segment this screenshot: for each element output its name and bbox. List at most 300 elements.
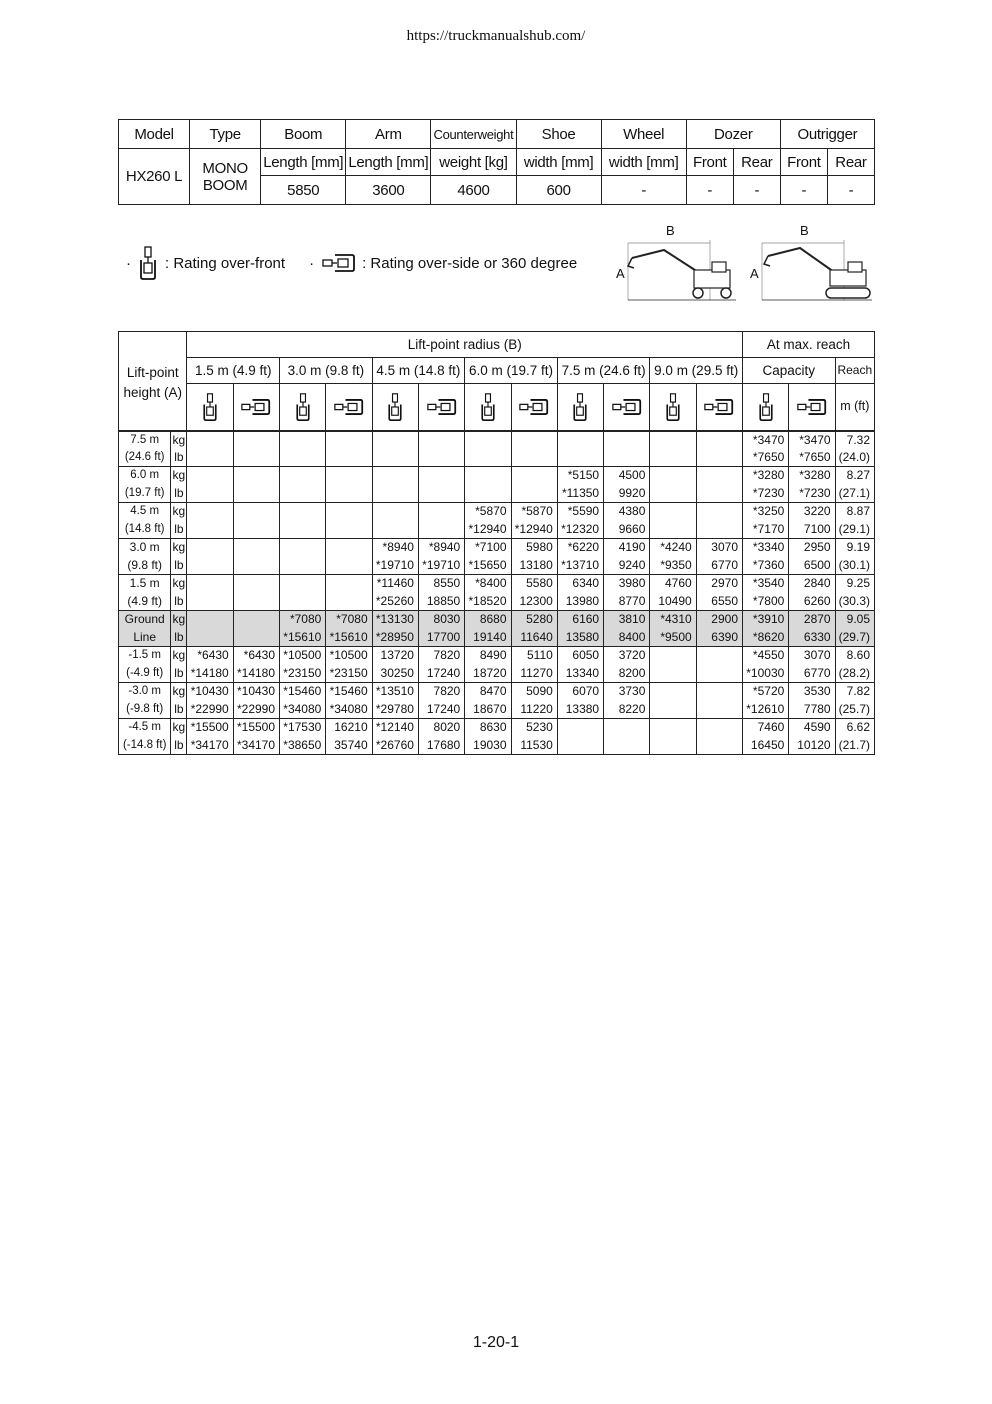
capacity-cell bbox=[280, 521, 326, 539]
reach-cell: (21.7) bbox=[835, 737, 874, 755]
capacity-cell: *6220 bbox=[557, 539, 603, 557]
capacity-cell: *34170 bbox=[187, 737, 233, 755]
unit-cell: kg bbox=[171, 575, 187, 593]
reach-cell: 9.05 bbox=[835, 611, 874, 629]
max-reach-capacity-cell: 6770 bbox=[789, 665, 835, 683]
unit-cell: kg bbox=[171, 647, 187, 665]
capacity-cell bbox=[280, 485, 326, 503]
capacity-cell: 13340 bbox=[557, 665, 603, 683]
capacity-cell bbox=[233, 485, 279, 503]
table-row bbox=[119, 521, 875, 539]
capacity-cell bbox=[650, 431, 696, 449]
capacity-cell bbox=[187, 431, 233, 449]
capacity-cell bbox=[696, 467, 742, 485]
table-row bbox=[119, 593, 875, 611]
lift-height-cell: 6.0 m bbox=[119, 467, 171, 485]
capacity-cell: 5980 bbox=[511, 539, 557, 557]
spec-header-counterweight: Counterweight bbox=[431, 120, 516, 149]
capacity-cell bbox=[557, 737, 603, 755]
capacity-cell bbox=[187, 611, 233, 629]
spec-unit: Front bbox=[780, 149, 827, 176]
lift-height-cell: 4.5 m bbox=[119, 503, 171, 521]
reach-cell: 7.82 bbox=[835, 683, 874, 701]
capacity-cell bbox=[465, 467, 511, 485]
reach-cell: (29.7) bbox=[835, 629, 874, 647]
capacity-cell bbox=[326, 431, 372, 449]
capacity-cell: 9660 bbox=[604, 521, 650, 539]
capacity-cell: *22990 bbox=[187, 701, 233, 719]
unit-cell: lb bbox=[171, 629, 187, 647]
spec-value: - bbox=[733, 176, 780, 205]
lift-height-label-2: height (A) bbox=[123, 384, 182, 400]
capacity-cell: 6770 bbox=[696, 557, 742, 575]
capacity-cell: 35740 bbox=[326, 737, 372, 755]
capacity-cell: 19030 bbox=[465, 737, 511, 755]
capacity-cell bbox=[418, 467, 464, 485]
capacity-cell bbox=[418, 485, 464, 503]
capacity-cell: 11220 bbox=[511, 701, 557, 719]
capacity-cell bbox=[233, 467, 279, 485]
capacity-cell: 4760 bbox=[650, 575, 696, 593]
lift-height-label-1: Lift-point bbox=[126, 364, 179, 380]
capacity-cell: 8400 bbox=[604, 629, 650, 647]
label-a: A bbox=[616, 266, 625, 281]
max-reach-capacity-cell: *7650 bbox=[789, 449, 835, 467]
capacity-cell bbox=[604, 737, 650, 755]
capacity-cell: 17240 bbox=[418, 665, 464, 683]
unit-cell: kg bbox=[171, 611, 187, 629]
spec-header-type: Type bbox=[190, 120, 261, 149]
capacity-cell: 8200 bbox=[604, 665, 650, 683]
capacity-cell: 4380 bbox=[604, 503, 650, 521]
max-reach-capacity-cell: 2950 bbox=[789, 539, 835, 557]
max-reach-capacity-cell: *3250 bbox=[743, 503, 789, 521]
lift-height-cell: (-4.9 ft) bbox=[119, 665, 171, 683]
capacity-cell: *34080 bbox=[280, 701, 326, 719]
capacity-cell bbox=[233, 593, 279, 611]
capacity-cell bbox=[326, 593, 372, 611]
spec-header-boom: Boom bbox=[261, 120, 346, 149]
capacity-cell: 8470 bbox=[465, 683, 511, 701]
over-side-icon bbox=[418, 384, 464, 431]
capacity-cell bbox=[465, 449, 511, 467]
capacity-cell: 7820 bbox=[418, 683, 464, 701]
capacity-cell bbox=[187, 557, 233, 575]
capacity-cell bbox=[187, 449, 233, 467]
lift-height-cell: 1.5 m bbox=[119, 575, 171, 593]
capacity-cell bbox=[233, 503, 279, 521]
capacity-cell bbox=[187, 539, 233, 557]
over-side-icon bbox=[326, 384, 372, 431]
max-reach-capacity-cell: 6260 bbox=[789, 593, 835, 611]
capacity-cell: 2970 bbox=[696, 575, 742, 593]
capacity-cell bbox=[233, 557, 279, 575]
lift-height-header bbox=[119, 358, 187, 431]
table-row bbox=[119, 449, 875, 467]
capacity-cell bbox=[372, 467, 418, 485]
capacity-cell bbox=[696, 449, 742, 467]
table-row bbox=[119, 629, 875, 647]
capacity-cell: *14180 bbox=[187, 665, 233, 683]
max-reach-capacity-cell: 4590 bbox=[789, 719, 835, 737]
max-reach-capacity-cell: *7170 bbox=[743, 521, 789, 539]
capacity-cell: *11350 bbox=[557, 485, 603, 503]
capacity-header: Capacity bbox=[743, 358, 836, 384]
lift-height-cell: Ground bbox=[119, 611, 171, 629]
radius-header: 9.0 m (29.5 ft) bbox=[650, 358, 743, 384]
max-reach-capacity-cell: *3910 bbox=[743, 611, 789, 629]
capacity-cell: 11640 bbox=[511, 629, 557, 647]
capacity-cell: 5230 bbox=[511, 719, 557, 737]
capacity-cell: 9920 bbox=[604, 485, 650, 503]
capacity-cell bbox=[696, 431, 742, 449]
capacity-cell: 5580 bbox=[511, 575, 557, 593]
unit-cell: lb bbox=[171, 485, 187, 503]
table-row bbox=[119, 539, 875, 557]
capacity-cell: *13510 bbox=[372, 683, 418, 701]
spec-value: - bbox=[601, 176, 686, 205]
lift-height-cell: (-14.8 ft) bbox=[119, 737, 171, 755]
over-side-icon bbox=[511, 384, 557, 431]
capacity-cell bbox=[418, 521, 464, 539]
capacity-cell: 3810 bbox=[604, 611, 650, 629]
table-row bbox=[119, 431, 875, 449]
capacity-cell bbox=[557, 449, 603, 467]
max-reach-capacity-cell: *3280 bbox=[743, 467, 789, 485]
reach-header: Reach bbox=[835, 358, 874, 384]
max-reach-capacity-cell: 2840 bbox=[789, 575, 835, 593]
capacity-cell: 8770 bbox=[604, 593, 650, 611]
over-front-icon bbox=[650, 384, 696, 431]
capacity-cell: 2900 bbox=[696, 611, 742, 629]
capacity-cell: *25260 bbox=[372, 593, 418, 611]
capacity-cell bbox=[280, 593, 326, 611]
unit-cell: lb bbox=[171, 737, 187, 755]
capacity-cell: *7100 bbox=[465, 539, 511, 557]
capacity-cell bbox=[233, 449, 279, 467]
spec-header-shoe: Shoe bbox=[516, 120, 601, 149]
capacity-cell: 19140 bbox=[465, 629, 511, 647]
max-reach-capacity-cell: *7360 bbox=[743, 557, 789, 575]
capacity-cell bbox=[372, 485, 418, 503]
capacity-cell: *5870 bbox=[511, 503, 557, 521]
capacity-cell: *19710 bbox=[372, 557, 418, 575]
capacity-cell bbox=[280, 467, 326, 485]
capacity-cell bbox=[511, 467, 557, 485]
lift-capacity-table bbox=[118, 331, 875, 755]
reach-cell: (30.3) bbox=[835, 593, 874, 611]
reach-cell: (28.2) bbox=[835, 665, 874, 683]
capacity-cell: *18520 bbox=[465, 593, 511, 611]
max-reach-capacity-cell: *7650 bbox=[743, 449, 789, 467]
unit-cell: kg bbox=[172, 432, 186, 447]
capacity-cell bbox=[650, 701, 696, 719]
wheel-excavator-diagram bbox=[614, 220, 744, 306]
capacity-cell: *10500 bbox=[280, 647, 326, 665]
capacity-cell bbox=[280, 503, 326, 521]
max-reach-capacity-cell: 3530 bbox=[789, 683, 835, 701]
reach-cell: 6.62 bbox=[835, 719, 874, 737]
capacity-cell: *15500 bbox=[187, 719, 233, 737]
spec-value: 4600 bbox=[431, 176, 516, 205]
over-front-icon bbox=[465, 384, 511, 431]
radius-header: 7.5 m (24.6 ft) bbox=[557, 358, 650, 384]
max-reach-capacity-cell: *5720 bbox=[743, 683, 789, 701]
capacity-cell: *10430 bbox=[233, 683, 279, 701]
capacity-cell: *7080 bbox=[280, 611, 326, 629]
capacity-cell: 17700 bbox=[418, 629, 464, 647]
spec-unit: Length [mm] bbox=[261, 149, 346, 176]
capacity-cell: 8550 bbox=[418, 575, 464, 593]
capacity-cell bbox=[187, 467, 233, 485]
capacity-cell: 13980 bbox=[557, 593, 603, 611]
capacity-cell bbox=[326, 467, 372, 485]
capacity-cell: 10490 bbox=[650, 593, 696, 611]
reach-cell: 8.27 bbox=[835, 467, 874, 485]
capacity-cell bbox=[650, 665, 696, 683]
capacity-cell: *17530 bbox=[280, 719, 326, 737]
max-reach-capacity-cell: 10120 bbox=[789, 737, 835, 755]
table-row bbox=[119, 503, 875, 521]
spec-value: - bbox=[780, 176, 827, 205]
radius-header: 1.5 m (4.9 ft) bbox=[187, 358, 280, 384]
table-row bbox=[119, 683, 875, 701]
over-side-icon bbox=[696, 384, 742, 431]
capacity-cell: *5870 bbox=[465, 503, 511, 521]
capacity-cell: 8490 bbox=[465, 647, 511, 665]
max-reach-capacity-cell: 16450 bbox=[743, 737, 789, 755]
reach-cell: 9.19 bbox=[835, 539, 874, 557]
spec-model: HX260 L bbox=[119, 149, 190, 205]
capacity-cell bbox=[650, 449, 696, 467]
unit-cell: lb bbox=[171, 521, 187, 539]
table-row bbox=[119, 665, 875, 683]
capacity-cell: *5150 bbox=[557, 467, 603, 485]
capacity-cell bbox=[696, 647, 742, 665]
capacity-cell: *13130 bbox=[372, 611, 418, 629]
capacity-cell bbox=[650, 467, 696, 485]
crawler-excavator-diagram bbox=[748, 220, 878, 306]
capacity-cell: 11530 bbox=[511, 737, 557, 755]
capacity-cell: 5280 bbox=[511, 611, 557, 629]
capacity-cell: 3720 bbox=[604, 647, 650, 665]
capacity-cell: *8940 bbox=[418, 539, 464, 557]
capacity-cell: 6050 bbox=[557, 647, 603, 665]
capacity-cell: 17680 bbox=[418, 737, 464, 755]
capacity-cell bbox=[233, 611, 279, 629]
unit-cell: lb bbox=[171, 557, 187, 575]
max-reach-capacity-cell: 3220 bbox=[789, 503, 835, 521]
max-reach-capacity-cell: 3070 bbox=[789, 647, 835, 665]
over-front-icon bbox=[557, 384, 603, 431]
capacity-cell bbox=[557, 431, 603, 449]
table-row bbox=[119, 467, 875, 485]
label-a: A bbox=[750, 266, 759, 281]
capacity-cell: *19710 bbox=[418, 557, 464, 575]
capacity-cell bbox=[326, 521, 372, 539]
capacity-cell bbox=[696, 521, 742, 539]
capacity-cell: 3980 bbox=[604, 575, 650, 593]
capacity-cell bbox=[650, 521, 696, 539]
spec-unit: Front bbox=[686, 149, 733, 176]
label-b: B bbox=[800, 223, 809, 238]
lift-height-cell: -4.5 m bbox=[119, 719, 171, 737]
capacity-cell: *14180 bbox=[233, 665, 279, 683]
capacity-cell: *28950 bbox=[372, 629, 418, 647]
capacity-cell bbox=[418, 449, 464, 467]
spec-value: 5850 bbox=[261, 176, 346, 205]
capacity-cell bbox=[372, 521, 418, 539]
capacity-cell: *15500 bbox=[233, 719, 279, 737]
capacity-cell: 16210 bbox=[326, 719, 372, 737]
lift-height-cell: (4.9 ft) bbox=[119, 593, 171, 611]
reach-cell: 8.60 bbox=[835, 647, 874, 665]
capacity-cell: *4310 bbox=[650, 611, 696, 629]
spec-value: - bbox=[686, 176, 733, 205]
over-side-label: : Rating over-side or 360 degree bbox=[362, 254, 578, 272]
over-front-icon bbox=[372, 384, 418, 431]
capacity-cell: 13180 bbox=[511, 557, 557, 575]
table-row bbox=[119, 647, 875, 665]
capacity-cell bbox=[233, 629, 279, 647]
unit-cell: lb bbox=[171, 665, 187, 683]
capacity-cell: 13580 bbox=[557, 629, 603, 647]
table-row bbox=[119, 611, 875, 629]
spec-type bbox=[190, 149, 261, 205]
max-reach-capacity-cell: *10030 bbox=[743, 665, 789, 683]
lift-height-cell: 3.0 m bbox=[119, 539, 171, 557]
lift-height-cell: -3.0 m bbox=[119, 683, 171, 701]
capacity-cell bbox=[696, 665, 742, 683]
capacity-cell: *6430 bbox=[233, 647, 279, 665]
capacity-cell bbox=[604, 431, 650, 449]
table-row bbox=[119, 485, 875, 503]
capacity-cell: 7820 bbox=[418, 647, 464, 665]
capacity-cell: *15460 bbox=[280, 683, 326, 701]
capacity-cell bbox=[696, 485, 742, 503]
lift-height-cell: (9.8 ft) bbox=[119, 557, 171, 575]
capacity-cell: 3730 bbox=[604, 683, 650, 701]
max-reach-capacity-cell: 6330 bbox=[789, 629, 835, 647]
capacity-cell: 5090 bbox=[511, 683, 557, 701]
capacity-cell bbox=[696, 737, 742, 755]
capacity-cell bbox=[187, 593, 233, 611]
max-reach-capacity-cell: 7780 bbox=[789, 701, 835, 719]
capacity-cell: 4500 bbox=[604, 467, 650, 485]
lift-radius-title: Lift-point radius (B) bbox=[187, 332, 743, 358]
spec-value: - bbox=[827, 176, 874, 205]
capacity-cell: *15460 bbox=[326, 683, 372, 701]
spec-header-dozer: Dozer bbox=[686, 120, 780, 149]
capacity-cell: *12140 bbox=[372, 719, 418, 737]
capacity-cell: 13720 bbox=[372, 647, 418, 665]
spec-unit: Length [mm] bbox=[346, 149, 431, 176]
table-row bbox=[119, 575, 875, 593]
capacity-cell bbox=[326, 539, 372, 557]
spec-header-model: Model bbox=[119, 120, 190, 149]
spec-type-line2: BOOM bbox=[202, 176, 248, 194]
capacity-cell bbox=[187, 521, 233, 539]
max-reach-title: At max. reach bbox=[743, 332, 875, 358]
over-front-label: : Rating over-front bbox=[165, 254, 286, 272]
capacity-cell: *34080 bbox=[326, 701, 372, 719]
capacity-cell bbox=[696, 719, 742, 737]
unit-cell: lb bbox=[171, 701, 187, 719]
capacity-cell: *8400 bbox=[465, 575, 511, 593]
lift-height-cell: -1.5 m bbox=[119, 647, 171, 665]
spec-type-line1: MONO bbox=[202, 159, 248, 177]
capacity-cell bbox=[280, 539, 326, 557]
bullet: · bbox=[126, 254, 131, 272]
capacity-cell: 13380 bbox=[557, 701, 603, 719]
label-b: B bbox=[666, 223, 675, 238]
reach-cell: 9.25 bbox=[835, 575, 874, 593]
capacity-cell bbox=[326, 575, 372, 593]
capacity-cell bbox=[696, 701, 742, 719]
lift-height-cell: 7.5 m bbox=[119, 431, 171, 449]
capacity-cell bbox=[233, 521, 279, 539]
capacity-cell bbox=[280, 431, 326, 449]
capacity-cell: *11460 bbox=[372, 575, 418, 593]
radius-header: 6.0 m (19.7 ft) bbox=[465, 358, 558, 384]
reach-cell: 8.87 bbox=[835, 503, 874, 521]
max-reach-capacity-cell: 7100 bbox=[789, 521, 835, 539]
capacity-cell: 9240 bbox=[604, 557, 650, 575]
spec-value: 3600 bbox=[346, 176, 431, 205]
capacity-cell bbox=[372, 449, 418, 467]
max-reach-capacity-cell: *3470 bbox=[789, 431, 835, 449]
max-reach-capacity-cell: *7230 bbox=[789, 485, 835, 503]
capacity-cell: *12320 bbox=[557, 521, 603, 539]
capacity-cell: 4190 bbox=[604, 539, 650, 557]
over-front-icon bbox=[743, 384, 789, 431]
capacity-cell: 6550 bbox=[696, 593, 742, 611]
max-reach-capacity-cell: *12610 bbox=[743, 701, 789, 719]
capacity-cell: *15650 bbox=[465, 557, 511, 575]
capacity-cell bbox=[696, 683, 742, 701]
over-side-icon bbox=[604, 384, 650, 431]
capacity-cell: 30250 bbox=[372, 665, 418, 683]
table-row bbox=[119, 557, 875, 575]
icon-row bbox=[119, 384, 875, 431]
capacity-cell bbox=[557, 719, 603, 737]
capacity-cell: 8020 bbox=[418, 719, 464, 737]
capacity-cell bbox=[650, 719, 696, 737]
capacity-cell bbox=[511, 431, 557, 449]
capacity-cell bbox=[418, 503, 464, 521]
spec-unit: Rear bbox=[827, 149, 874, 176]
capacity-cell bbox=[650, 503, 696, 521]
max-reach-capacity-cell: *4550 bbox=[743, 647, 789, 665]
capacity-cell: 11270 bbox=[511, 665, 557, 683]
capacity-cell bbox=[280, 557, 326, 575]
capacity-cell bbox=[418, 431, 464, 449]
table-row bbox=[119, 701, 875, 719]
capacity-cell: 6340 bbox=[557, 575, 603, 593]
max-reach-capacity-cell: *7800 bbox=[743, 593, 789, 611]
capacity-cell bbox=[187, 629, 233, 647]
capacity-cell bbox=[326, 557, 372, 575]
max-reach-capacity-cell: 6500 bbox=[789, 557, 835, 575]
spec-header-outrigger: Outrigger bbox=[780, 120, 874, 149]
reach-cell: (27.1) bbox=[835, 485, 874, 503]
capacity-cell bbox=[326, 485, 372, 503]
capacity-cell bbox=[465, 431, 511, 449]
capacity-cell: *26760 bbox=[372, 737, 418, 755]
max-reach-capacity-cell: 2870 bbox=[789, 611, 835, 629]
lift-height-cell: (14.8 ft) bbox=[119, 521, 171, 539]
capacity-cell bbox=[187, 485, 233, 503]
